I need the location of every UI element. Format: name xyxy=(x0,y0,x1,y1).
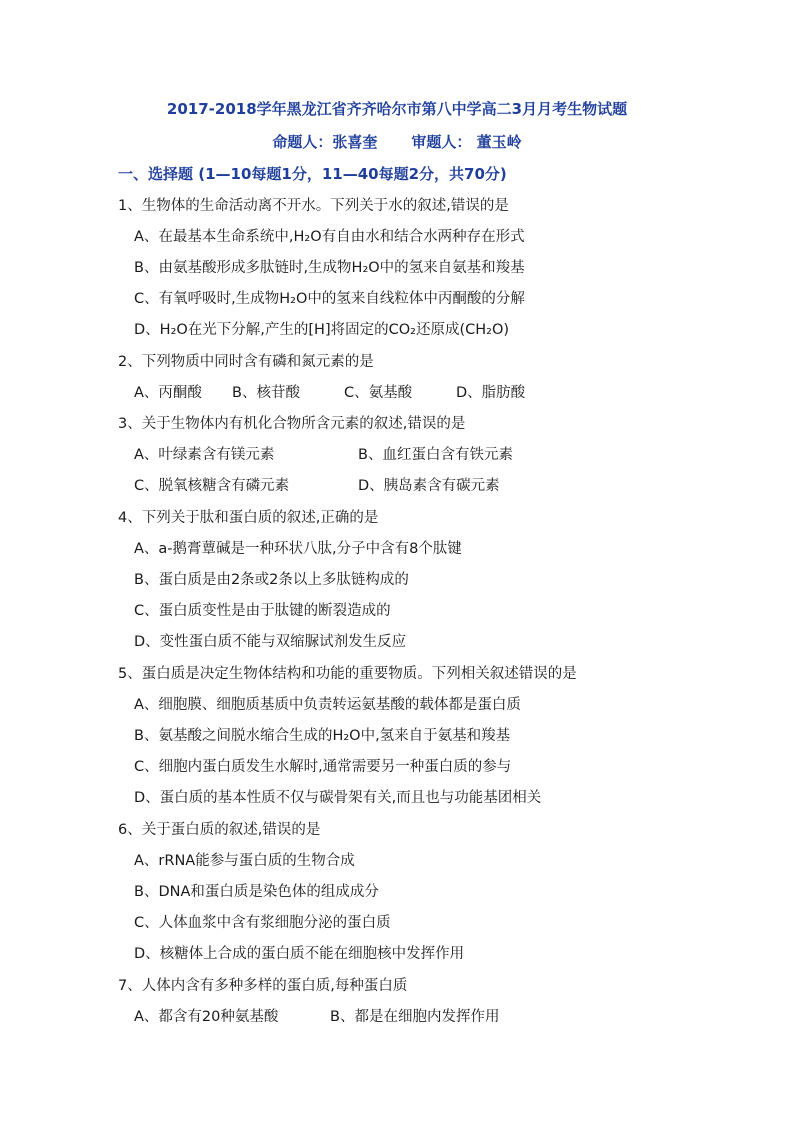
question-5-option-d: D、蛋白质的基本性质不仅与碳骨架有关,而且也与功能基团相关 xyxy=(134,790,542,806)
question-5-option-b: B、氨基酸之间脱水缩合生成的H₂O中,氢来自于氨基和羧基 xyxy=(134,728,511,744)
question-3-option-a: A、叶绿素含有镁元素 xyxy=(134,447,275,463)
question-2-option-a: A、丙酮酸 xyxy=(134,385,202,401)
question-7-option-b: B、都是在细胞内发挥作用 xyxy=(330,1009,500,1025)
question-2-option-d: D、脂肪酸 xyxy=(456,385,526,401)
question-7-stem: 7、人体内含有多种多样的蛋白质,每种蛋白质 xyxy=(118,978,408,994)
question-4-option-b: B、蛋白质是由2条或2条以上多肽链构成的 xyxy=(134,572,409,588)
question-3-option-d: D、胰岛素含有碳元素 xyxy=(358,478,500,494)
question-6-option-c: C、人体血浆中含有浆细胞分泌的蛋白质 xyxy=(134,915,391,931)
question-3-option-c: C、脱氧核糖含有磷元素 xyxy=(134,478,290,494)
question-6-option-a: A、rRNA能参与蛋白质的生物合成 xyxy=(134,853,355,869)
question-2-stem: 2、下列物质中同时含有磷和氮元素的是 xyxy=(118,354,374,370)
exam-title: 2017-2018学年黑龙江省齐齐哈尔市第八中学高二3月月考生物试题 xyxy=(166,100,628,118)
question-setter: 命题人：张喜奎 xyxy=(272,133,378,151)
question-6-option-d: D、核糖体上合成的蛋白质不能在细胞核中发挥作用 xyxy=(134,946,465,962)
question-4-option-c: C、蛋白质变性是由于肽键的断裂造成的 xyxy=(134,603,391,619)
question-1-option-d: D、H₂O在光下分解,产生的[H]将固定的CO₂还原成(CH₂O) xyxy=(134,322,510,338)
question-reviewer: 审题人： 董玉岭 xyxy=(411,133,522,151)
question-1-stem: 1、生物体的生命活动离不开水。下列关于水的叙述,错误的是 xyxy=(118,198,509,214)
question-4-stem: 4、下列关于肽和蛋白质的叙述,正确的是 xyxy=(118,510,379,526)
question-5-option-c: C、细胞内蛋白质发生水解时,通常需要另一种蛋白质的参与 xyxy=(134,759,512,775)
question-3-stem: 3、关于生物体内有机化合物所含元素的叙述,错误的是 xyxy=(118,416,466,432)
author-line xyxy=(0,131,794,152)
question-2-option-b: B、核苷酸 xyxy=(232,385,300,401)
question-2-option-c: C、氨基酸 xyxy=(344,385,413,401)
question-6-option-b: B、DNA和蛋白质是染色体的组成成分 xyxy=(134,884,379,900)
question-1-option-c: C、有氧呼吸时,生成物H₂O中的氢来自线粒体中丙酮酸的分解 xyxy=(134,291,525,307)
question-1-option-b: B、由氨基酸形成多肽链时,生成物H₂O中的氢来自氨基和羧基 xyxy=(134,260,525,276)
question-4-option-d: D、变性蛋白质不能与双缩脲试剂发生反应 xyxy=(134,634,407,650)
question-7-option-a: A、都含有20种氨基酸 xyxy=(134,1009,279,1025)
section-heading: 一、选择题 (1—10每题1分，11—40每题2分，共70分) xyxy=(118,165,507,183)
question-5-stem: 5、蛋白质是决定生物体结构和功能的重要物质。下列相关叙述错误的是 xyxy=(118,666,577,682)
question-1-option-a: A、在最基本生命系统中,H₂O有自由水和结合水两种存在形式 xyxy=(134,229,525,245)
question-6-stem: 6、关于蛋白质的叙述,错误的是 xyxy=(118,822,321,838)
question-5-option-a: A、细胞膜、细胞质基质中负责转运氨基酸的载体都是蛋白质 xyxy=(134,697,521,713)
question-3-option-b: B、血红蛋白含有铁元素 xyxy=(358,447,513,463)
question-4-option-a: A、a-鹅膏蕈碱是一种环状八肽,分子中含有8个肽键 xyxy=(134,541,462,557)
